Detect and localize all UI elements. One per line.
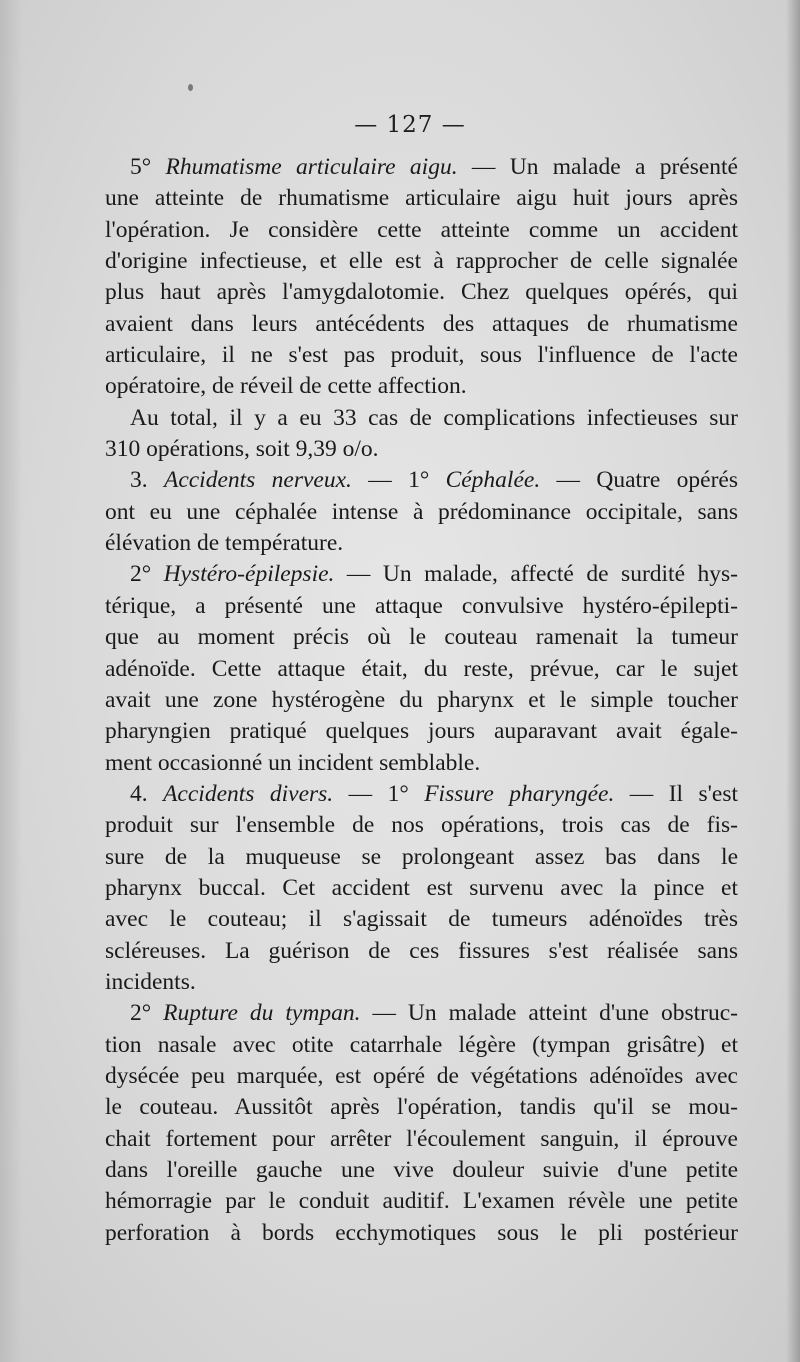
text-segment: élévation de température. — [105, 530, 344, 557]
text-segment: d'origine infectieuse, et elle est à rapprocher de celle signalée — [105, 248, 738, 275]
text-line — [105, 810, 738, 841]
page-edge-shadow-left — [0, 0, 22, 1362]
text-segment: ment occasionné un incident semblable. — [105, 749, 481, 776]
text-line — [105, 1092, 738, 1123]
text-segment: incidents. — [105, 968, 196, 995]
text-segment: ont eu une céphalée intense à prédominance occipitale, sans — [105, 498, 738, 525]
text-line — [105, 1186, 738, 1217]
italic-text-segment: Hystéro-épilepsie. — [163, 561, 335, 588]
text-segment: hémorragie par le conduit auditif. L'examen révèle une petite — [105, 1188, 738, 1215]
text-line — [105, 371, 738, 402]
text-line — [105, 277, 738, 308]
text-line — [105, 998, 738, 1029]
text-line — [105, 183, 738, 214]
text-segment: — Il s'est — [614, 780, 739, 807]
text-segment: que au moment précis où le couteau ramenait la tumeur — [105, 624, 738, 651]
text-segment: 2° — [130, 1000, 164, 1027]
text-segment: articulaire, il ne s'est pas produit, sous l'influence de l'acte — [105, 342, 738, 369]
text-segment: 3. — [130, 467, 164, 494]
text-line — [105, 1155, 738, 1186]
text-line — [105, 559, 738, 590]
italic-text-segment: Rupture du tympan. — [163, 1000, 361, 1027]
text-segment: 5° — [130, 154, 166, 180]
text-segment: — Un malade atteint d'une obstruc- — [360, 1000, 738, 1027]
text-line — [105, 497, 738, 528]
italic-text-segment: Accidents divers. — [163, 780, 334, 807]
text-segment: 2° — [130, 561, 164, 588]
text-line — [105, 246, 738, 277]
text-segment: — Un malade a présenté — [457, 154, 738, 180]
text-line — [105, 873, 738, 904]
page-edge-shadow-right — [786, 0, 800, 1362]
text-line — [105, 685, 738, 716]
text-segment: tion nasale avec otite catarrhale légère (tympan grisâtre) et — [105, 1031, 738, 1058]
text-line — [105, 654, 738, 685]
ink-speck — [188, 84, 193, 91]
text-segment: le couteau. Aussitôt après l'opération, tandis qu'il se mou- — [105, 1094, 738, 1121]
text-segment: une atteinte de rhumatisme articulaire aigu huit jours après — [105, 185, 738, 212]
text-segment: 4. — [130, 780, 164, 807]
text-segment: sure de la muqueuse se prolongeant assez bas dans le — [105, 843, 738, 870]
text-segment: — Quatre opérés — [540, 467, 738, 494]
text-segment: chait fortement pour arrêter l'écoulement sanguin, il éprouve — [105, 1125, 738, 1152]
text-segment: produit sur l'ensemble de nos opérations, trois cas de fis- — [105, 812, 738, 839]
text-line — [105, 1124, 738, 1155]
text-segment: — 1° — [351, 467, 446, 494]
body-text — [105, 152, 738, 1249]
text-line — [105, 1218, 738, 1249]
text-segment: dans l'oreille gauche une vive douleur suivie d'une petite — [105, 1157, 738, 1183]
text-segment: perforation à bords ecchymotiques sous le pli postérieur — [105, 1219, 738, 1246]
text-line — [105, 1030, 738, 1061]
text-line — [105, 1061, 738, 1092]
text-line — [105, 904, 738, 935]
text-segment: avait une zone hystérogène du pharynx et le simple toucher — [105, 686, 738, 713]
text-segment: Au total, il y a eu 33 cas de complications infectieuses sur — [130, 404, 738, 431]
text-line — [105, 340, 738, 371]
page-number: — 127 — — [354, 112, 466, 138]
text-line — [105, 309, 738, 340]
text-line — [105, 152, 738, 183]
text-segment: — 1° — [333, 780, 425, 807]
text-line — [105, 528, 738, 559]
text-segment: opératoire, de réveil de cette affection. — [105, 373, 467, 400]
text-line — [105, 591, 738, 622]
italic-text-segment: Céphalée. — [445, 467, 541, 494]
text-line — [105, 215, 738, 246]
text-segment: avec le couteau; il s'agissait de tumeurs adénoïdes très — [105, 906, 738, 933]
text-segment: 310 opérations, soit 9,39 o/o. — [105, 436, 379, 463]
italic-text-segment: Accidents nerveux. — [163, 467, 352, 494]
text-line — [105, 716, 738, 747]
text-segment: — Un malade, affecté de surdité hys- — [334, 561, 738, 588]
text-line — [105, 434, 738, 465]
text-line — [105, 403, 738, 434]
text-segment: adénoïde. Cette attaque était, du reste, prévue, car le sujet — [105, 655, 738, 682]
text-line — [105, 842, 738, 873]
text-segment: pharynx buccal. Cet accident est survenu avec la pince et — [105, 874, 738, 901]
text-segment: dysécée peu marquée, est opéré de végétations adénoïdes avec — [105, 1062, 738, 1089]
italic-text-segment: Rhumatisme articulaire aigu. — [165, 154, 458, 180]
text-line — [105, 936, 738, 967]
text-line — [105, 779, 738, 810]
text-segment: pharyngien pratiqué quelques jours auparavant avait égale- — [105, 718, 738, 745]
text-segment: plus haut après l'amygdalotomie. Chez quelques opérés, qui — [105, 279, 738, 306]
text-line — [105, 622, 738, 653]
text-segment: scléreuses. La guérison de ces fissures s'est réalisée sans — [105, 937, 738, 964]
text-segment: térique, a présenté une attaque convulsive hystéro-épilepti- — [105, 592, 738, 619]
text-segment: l'opération. Je considère cette atteinte comme un accident — [105, 216, 738, 243]
text-line — [105, 967, 738, 998]
text-line — [105, 465, 738, 496]
italic-text-segment: Fissure pharyngée. — [424, 780, 615, 807]
text-line — [105, 748, 738, 779]
text-segment: avaient dans leurs antécédents des attaques de rhumatisme — [105, 310, 738, 337]
